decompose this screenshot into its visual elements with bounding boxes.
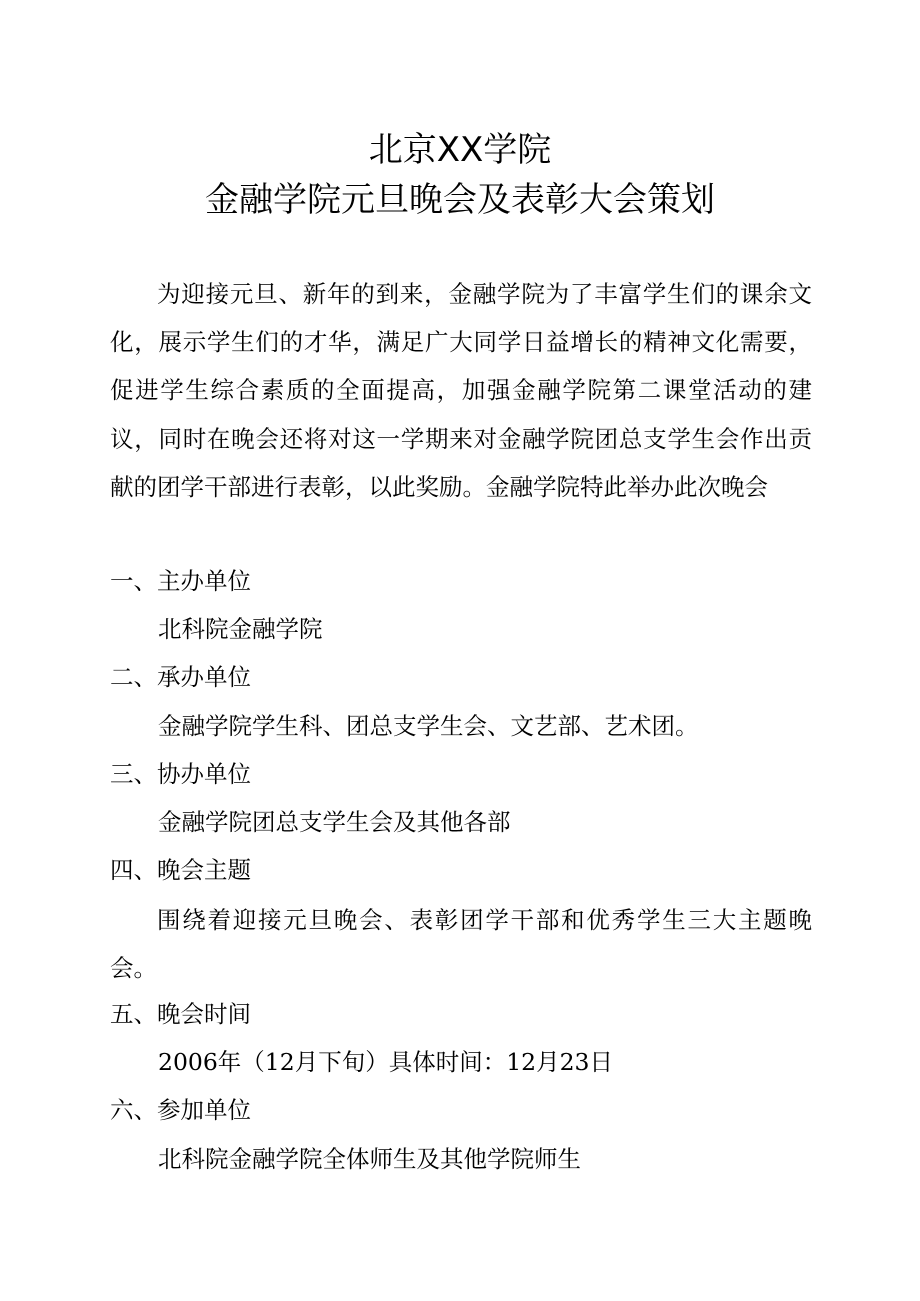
section-heading-host: 二、承办单位	[110, 663, 251, 691]
section-heading-time: 五、晚会时间	[110, 1000, 251, 1028]
section-content-host: 金融学院学生科、团总支学生会、文艺部、艺术团。	[158, 712, 699, 740]
section-heading-theme: 四、晚会主题	[110, 856, 251, 884]
section-content-organizer: 北科院金融学院	[158, 615, 323, 643]
section-heading-organizer: 一、主办单位	[110, 567, 251, 595]
section-content-co-organizer: 金融学院团总支学生会及其他各部	[158, 808, 511, 836]
document-title-event: 金融学院元旦晚会及表彰大会策划	[205, 180, 715, 220]
document-title-school: 北京XX学院	[368, 130, 552, 170]
section-heading-co-organizer: 三、协办单位	[110, 760, 251, 788]
section-content-participants: 北科院金融学院全体师生及其他学院师生	[158, 1145, 581, 1173]
section-heading-participants: 六、参加单位	[110, 1096, 251, 1124]
intro-paragraph: 为迎接元旦、新年的到来，金融学院为了丰富学生们的课余文化，展示学生们的才华，满足广大同学日益增长的精神文化需要，促进学生综合素质的全面提高，加强金融学院第二课堂活动的建议，同时在晚会还将对这一学期来对金融学院团总支学生会作出贡献的团学干部进行表彰，以此奖励。金融学院特此举办此次晚会	[110, 280, 812, 501]
section-content-time: 2006年（12月下旬）具体时间：12月23日	[158, 1048, 614, 1076]
section-content-theme: 围绕着迎接元旦晚会、表彰团学干部和优秀学生三大主题晚会。	[110, 906, 812, 983]
